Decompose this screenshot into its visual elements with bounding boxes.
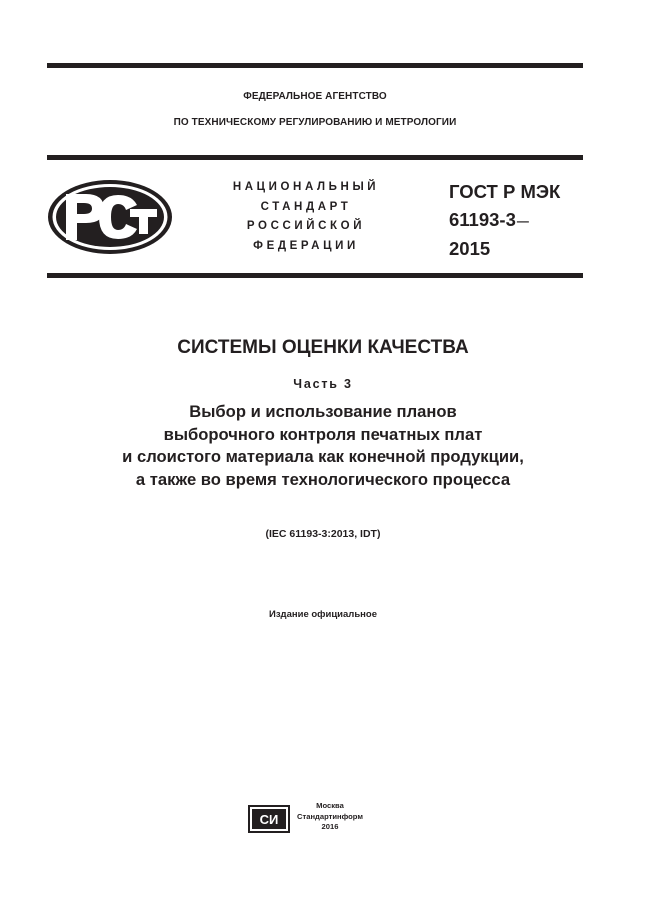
block-rule (47, 273, 583, 278)
national-standard-line: НАЦИОНАЛЬНЫЙ (232, 181, 380, 193)
top-rule (47, 63, 583, 68)
designation-year: 2015 (449, 238, 491, 260)
document-subtitle (0, 401, 646, 492)
header-rule (47, 155, 583, 160)
standard-designation (449, 178, 560, 263)
publisher-imprint (293, 801, 367, 833)
publisher-logo-text: СИ (259, 812, 279, 827)
edition-label: Издание официальное (269, 609, 377, 620)
national-standard-line: ФЕДЕРАЦИИ (253, 239, 359, 252)
publisher-name: Стандартинформ (297, 811, 363, 821)
national-standard-label (198, 178, 414, 256)
designation-number: 61193-3 (449, 209, 516, 230)
rst-gost-mark-icon (46, 178, 174, 256)
subtitle-line: выборочного контроля печатных плат (163, 424, 483, 444)
standartinform-logo-icon (248, 805, 290, 833)
iec-reference: (IEC 61193-3:2013, IDT) (265, 528, 381, 540)
national-standard-line: СТАНДАРТ (260, 200, 352, 213)
agency-line-2: ПО ТЕХНИЧЕСКОМУ РЕГУЛИРОВАНИЮ И МЕТРОЛОГИИ (173, 117, 457, 128)
agency-line-1: ФЕДЕРАЛЬНОЕ АГЕНТСТВО (243, 91, 387, 102)
national-standard-line: РОССИЙСКОЙ (246, 220, 366, 232)
designation-number-line (449, 206, 560, 235)
subtitle-line: а также во время технологического процесса (135, 470, 511, 490)
publisher-city: Москва (316, 801, 344, 810)
subtitle-line: и слоистого материала как конечной продукции, (122, 447, 524, 467)
publisher-year: 2016 (321, 822, 339, 831)
part-label: Часть 3 (293, 377, 353, 391)
designation-prefix: ГОСТ Р МЭК (449, 181, 561, 202)
subtitle-line: Выбор и использование планов (189, 402, 457, 421)
document-title: СИСТЕМЫ ОЦЕНКИ КАЧЕСТВА (177, 337, 469, 358)
designation-dash: — (516, 214, 529, 229)
